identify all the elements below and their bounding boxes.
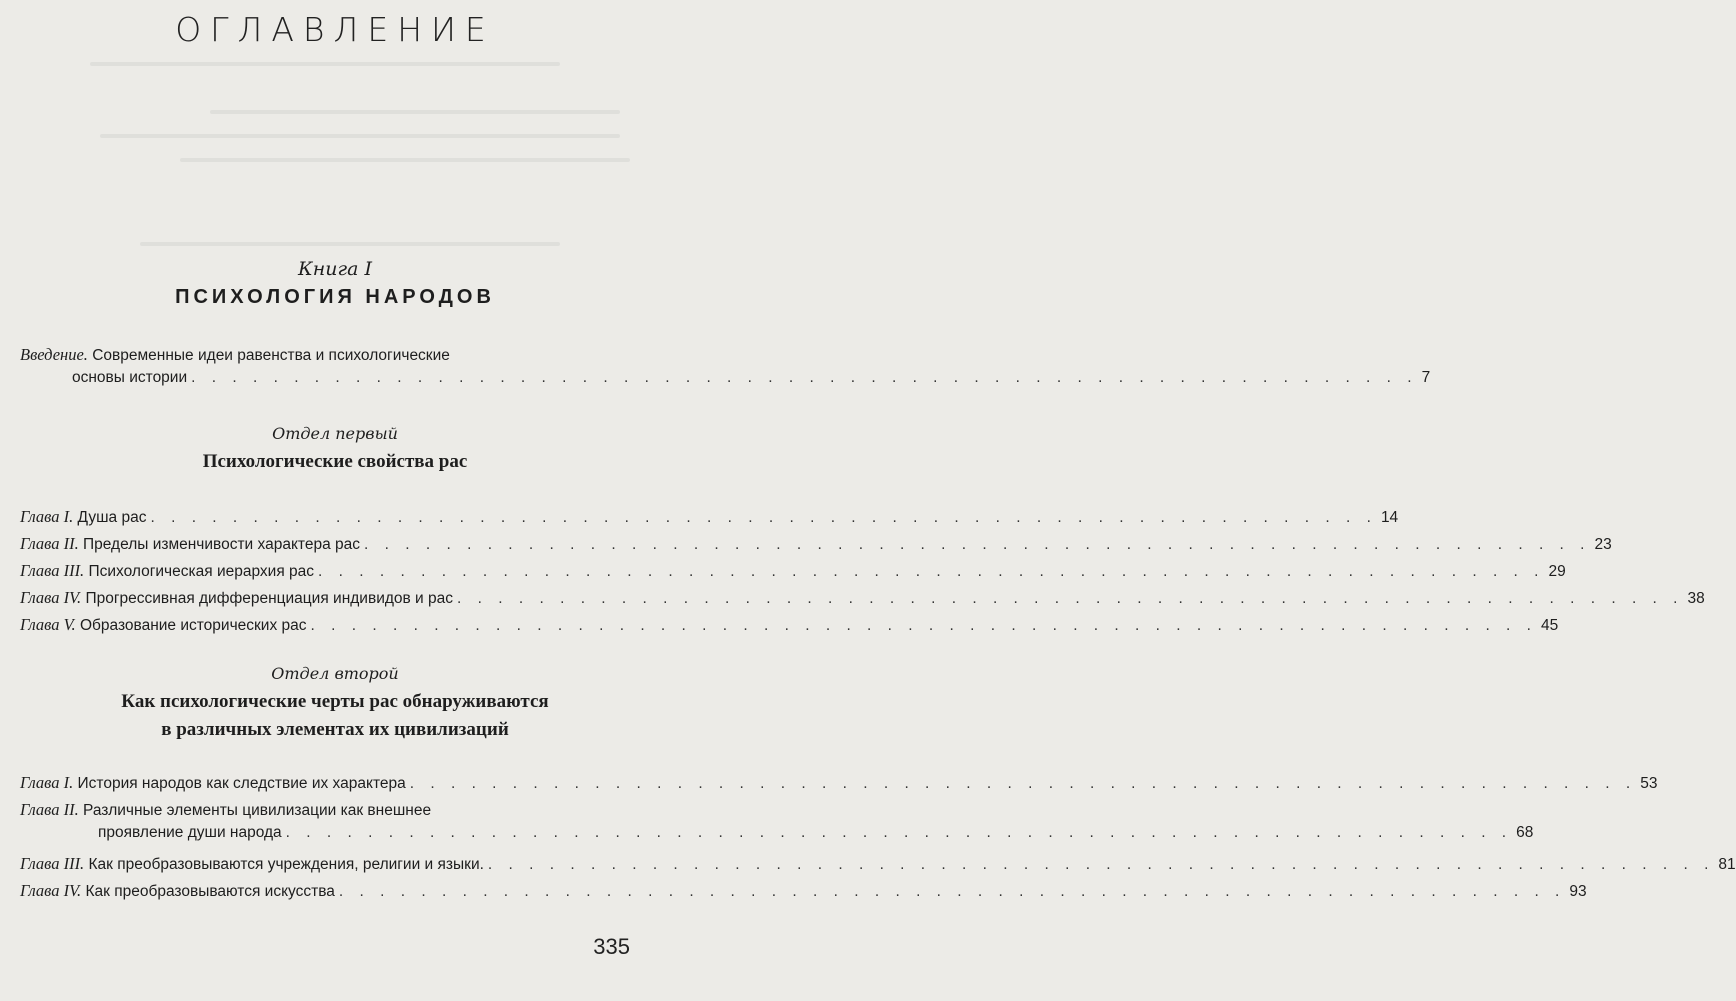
toc-entry[interactable] [20,560,1566,583]
toc-entry[interactable] [20,587,1705,610]
entry-prefix: Глава III. [20,854,85,873]
dot-leader: . . . . . . . . . . . . . . . . . . . . . . . . . . . . . . . . . . . . . . . . . . . . . . . . . . . . . . . . . . . . [318,563,1545,580]
part-title-continued: в различных элементах их цивилизаций [161,719,509,740]
page-ref: 93 [1569,883,1587,900]
bleed-through-line [90,62,560,66]
page-ref: 23 [1594,536,1612,553]
bleed-through-line [180,158,630,162]
page-ref: 7 [1421,369,1431,386]
toc-entry[interactable] [20,880,1587,903]
page-ref: 38 [1687,590,1705,607]
entry-title: Современные идеи равенства и психологические [92,347,450,364]
toc-entry-intro[interactable] [20,344,1431,389]
book-label: Книга I [298,258,372,280]
dot-leader: . . . . . . . . . . . . . . . . . . . . . . . . . . . . . . . . . . . . . . . . . . . . . . . . . . . . . . . . . . . . [409,775,1637,792]
dot-leader: . . . . . . . . . . . . . . . . . . . . . . . . . . . . . . . . . . . . . . . . . . . . . . . . . . . . . . . . . . . . [364,536,1591,553]
bleed-through-line [210,110,620,114]
entry-title: Как преобразовываются учреждения, религии и языки. [88,856,484,873]
part-label: Отдел второй [271,664,399,683]
part-label: Отдел первый [272,424,398,443]
entry-prefix: Глава IV. [20,588,82,607]
dot-leader: . . . . . . . . . . . . . . . . . . . . . . . . . . . . . . . . . . . . . . . . . . . . . . . . . . . . . . . . . . . . [191,369,1418,386]
entry-prefix: Глава IV. [20,881,82,900]
page-number: 335 [593,934,630,959]
entry-title: История народов как следствие их характера [77,775,406,792]
toc-entry[interactable] [20,853,1736,876]
entry-prefix: Глава V. [20,615,76,634]
entry-title: Душа рас [77,509,147,526]
bleed-through-line [140,242,560,246]
page-ref: 14 [1380,509,1399,526]
toc-entry[interactable] [20,506,1399,529]
entry-title-continued: основы истории [72,369,188,386]
dot-leader: . . . . . . . . . . . . . . . . . . . . . . . . . . . . . . . . . . . . . . . . . . . . . . . . . . . . . . . . . . . . [310,617,1537,634]
entry-title: Прогрессивная дифференциация индивидов и рас [85,590,454,607]
page-ref: 45 [1540,617,1559,634]
entry-prefix: Глава I. [20,507,74,526]
dot-leader: . . . . . . . . . . . . . . . . . . . . . . . . . . . . . . . . . . . . . . . . . . . . . . . . . . . . . . . . . . . . [338,883,1566,900]
page-title: ОГЛАВЛЕНИЕ [175,10,495,49]
entry-prefix: Глава I. [20,773,74,792]
dot-leader: . . . . . . . . . . . . . . . . . . . . . . . . . . . . . . . . . . . . . . . . . . . . . . . . . . . . . . . . . . . . [487,856,1715,873]
page-ref: 68 [1516,824,1534,841]
dot-leader: . . . . . . . . . . . . . . . . . . . . . . . . . . . . . . . . . . . . . . . . . . . . . . . . . . . . . . . . . . . . [150,509,1377,526]
part-title: Психологические свойства рас [202,451,468,472]
entry-title: Образование исторических рас [79,617,307,634]
entry-title-continued: проявление души народа [98,824,282,841]
toc-entry[interactable] [20,614,1559,637]
dot-leader: . . . . . . . . . . . . . . . . . . . . . . . . . . . . . . . . . . . . . . . . . . . . . . . . . . . . . . . . . . . . [457,590,1684,607]
entry-title: Как преобразовываются искусства [85,883,335,900]
entry-prefix: Глава II. [20,534,79,553]
entry-title: Пределы изменчивости характера рас [83,536,361,553]
page-ref: 53 [1640,775,1658,792]
entry-title: Различные элементы цивилизации как внешнее [83,802,432,819]
toc-entry[interactable] [20,772,1658,795]
entry-prefix: Введение. [20,345,88,364]
dot-leader: . . . . . . . . . . . . . . . . . . . . . . . . . . . . . . . . . . . . . . . . . . . . . . . . . . . . . . . . . . . . [285,824,1513,841]
entry-prefix: Глава III. [20,561,85,580]
page-ref: 29 [1548,563,1566,580]
toc-entry[interactable] [20,799,1534,844]
part-title: Как психологические черты рас обнаруживаются [121,691,549,712]
book-title: ПСИХОЛОГИЯ НАРОДОВ [175,286,495,308]
bleed-through-line [100,134,620,138]
entry-title: Психологическая иерархия рас [88,563,315,580]
toc-entry[interactable] [20,533,1612,556]
page-ref: 81 [1718,856,1736,873]
entry-prefix: Глава II. [20,800,79,819]
